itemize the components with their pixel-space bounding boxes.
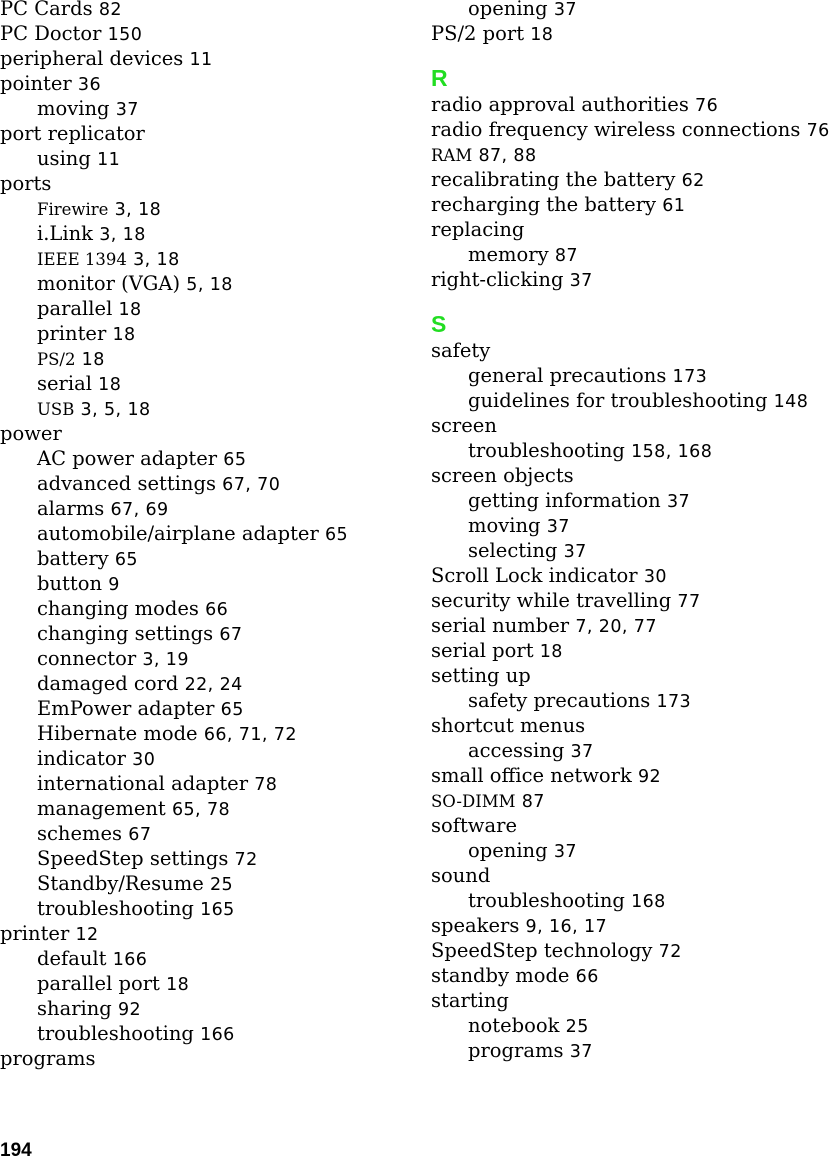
section-letter: S (431, 311, 447, 337)
index-page-refs: 150 (107, 25, 143, 45)
index-page-refs: 66 (205, 600, 229, 620)
index-term: radio frequency wireless connections (431, 118, 801, 141)
index-subentry (431, 738, 823, 763)
index-page-refs: 67, 70 (222, 475, 281, 495)
index-page-refs: 168 (631, 892, 666, 912)
index-term: starting (431, 989, 509, 1012)
index-entry (0, 171, 415, 196)
index-term: safety precautions (468, 689, 651, 712)
index-term: screen objects (431, 464, 574, 487)
index-entry (431, 413, 823, 438)
index-subentry (431, 1038, 823, 1063)
index-term: schemes (37, 822, 123, 845)
index-term: port replicator (0, 122, 145, 145)
index-term: EmPower adapter (37, 697, 215, 720)
index-subentry (431, 488, 823, 513)
index-term: programs (468, 1039, 564, 1062)
index-subentry (0, 1021, 415, 1046)
index-entry (0, 421, 415, 446)
index-page-refs: 37 (569, 271, 593, 291)
index-entry (431, 588, 823, 613)
index-subentry (0, 996, 415, 1021)
index-term: management (37, 797, 166, 820)
index-page-refs: 18 (98, 375, 122, 395)
index-term: SpeedStep technology (431, 939, 653, 962)
index-page-refs: 3, 19 (142, 650, 189, 670)
index-term: sharing (37, 997, 112, 1020)
index-term: alarms (37, 497, 105, 520)
index-page-refs: 92 (638, 767, 662, 787)
index-entry (431, 788, 823, 813)
index-term: software (431, 814, 517, 837)
index-entry (431, 563, 823, 588)
index-entry (431, 338, 823, 363)
index-term: ports (0, 172, 52, 195)
index-entry (431, 863, 823, 888)
index-term: safety (431, 339, 491, 362)
index-page-refs: 9, 16, 17 (525, 917, 608, 937)
index-page-refs: 18 (530, 25, 554, 45)
index-page-refs: 72 (658, 942, 682, 962)
index-term: speakers (431, 914, 520, 937)
index-subentry (0, 371, 415, 396)
index-subentry (431, 688, 823, 713)
index-page-refs: 37 (666, 492, 691, 512)
index-term: power (0, 422, 62, 445)
index-entry (431, 92, 823, 117)
index-term: small office network (431, 764, 632, 787)
index-term: sound (431, 864, 491, 887)
index-page-refs: 37 (563, 542, 587, 562)
index-subentry (0, 96, 415, 121)
index-page-refs: 173 (672, 367, 708, 387)
index-term: screen (431, 414, 497, 437)
index-term: i.Link (37, 222, 93, 245)
index-page-refs: 7, 20, 77 (575, 617, 657, 637)
index-entry (431, 142, 823, 167)
index-page-refs: 30 (132, 750, 156, 770)
index-subentry (0, 846, 415, 871)
index-subentry (431, 513, 823, 538)
index-subentry (431, 838, 823, 863)
index-entry (0, 71, 415, 96)
index-subentry (0, 321, 415, 346)
index-page-refs: 92 (118, 1000, 142, 1020)
index-subentry (0, 496, 415, 521)
index-entry (431, 663, 823, 688)
index-subentry (431, 242, 823, 267)
index-term: IEEE 1394 (37, 250, 127, 269)
index-term: troubleshooting (37, 897, 194, 920)
index-page-refs: 11 (189, 50, 213, 70)
index-page-refs: 30 (643, 567, 667, 587)
index-page-refs: 18 (81, 350, 105, 370)
index-term: connector (37, 647, 137, 670)
index-term: recharging the battery (431, 193, 657, 216)
index-term: serial (37, 372, 92, 395)
index-page-refs: 36 (77, 75, 101, 95)
index-page-refs: 66, 71, 72 (203, 725, 297, 745)
index-entry (431, 963, 823, 988)
index-term: international adapter (37, 772, 249, 795)
index-entry (0, 46, 415, 71)
index-subentry (0, 296, 415, 321)
index-subentry (0, 746, 415, 771)
index-page-refs: 166 (112, 950, 148, 970)
index-term: memory (468, 243, 549, 266)
index-term: setting up (431, 664, 531, 687)
index-subentry (0, 246, 415, 271)
index-subentry (0, 471, 415, 496)
index-entry (431, 21, 823, 46)
index-subentry (431, 388, 823, 413)
index-entry (431, 117, 830, 142)
index-term: notebook (468, 1014, 560, 1037)
index-page-refs: 3, 18 (99, 225, 146, 245)
index-entry (431, 613, 823, 638)
index-term: radio approval authorities (431, 93, 689, 116)
index-subentry (431, 1013, 823, 1038)
index-term: RAM (431, 146, 473, 165)
index-page-refs: 78 (254, 775, 278, 795)
index-subentry (431, 363, 823, 388)
index-subentry (0, 346, 415, 371)
index-subentry (0, 196, 415, 221)
index-term: battery (37, 547, 109, 570)
index-subentry (0, 696, 415, 721)
index-subentry (0, 621, 415, 646)
index-term: recalibrating the battery (431, 168, 676, 191)
index-term: automobile/airplane adapter (37, 522, 319, 545)
index-page-refs: 67 (219, 625, 243, 645)
index-term: PC Doctor (0, 22, 102, 45)
index-term: standby mode (431, 964, 570, 987)
index-term: Standby/Resume (37, 872, 204, 895)
index-subentry (0, 521, 415, 546)
index-term: security while travelling (431, 589, 672, 612)
index-term: changing settings (37, 622, 214, 645)
index-entry (0, 1046, 415, 1071)
index-term: advanced settings (37, 472, 216, 495)
section-gap (431, 292, 823, 310)
index-subentry (0, 821, 415, 846)
index-page-refs: 3, 18 (133, 250, 180, 270)
index-term: damaged cord (37, 672, 179, 695)
index-page-refs: 3, 18 (114, 200, 162, 220)
index-subentry (0, 646, 415, 671)
index-term: right-clicking (431, 268, 564, 291)
index-page-refs: 148 (773, 392, 809, 412)
index-subentry (0, 571, 415, 596)
index-term: using (37, 147, 91, 170)
index-subentry (0, 396, 415, 421)
index-page-refs: 18 (112, 325, 136, 345)
index-subentry (431, 0, 823, 21)
index-page-refs: 67, 69 (110, 500, 169, 520)
index-page-refs: 65 (114, 550, 138, 570)
index-term: default (37, 947, 107, 970)
index-page-refs: 65 (325, 525, 349, 545)
index-term: parallel port (37, 972, 160, 995)
index-page-refs: 77 (677, 592, 701, 612)
index-page-refs: 76 (806, 121, 830, 141)
index-entry (431, 713, 823, 738)
index-page-refs: 25 (209, 875, 234, 895)
index-subentry (0, 946, 415, 971)
index-page-refs: 25 (565, 1017, 589, 1037)
index-term: replacing (431, 218, 525, 241)
index-term: button (37, 572, 103, 595)
index-term: shortcut menus (431, 714, 586, 737)
index-entry (431, 763, 823, 788)
index-term: monitor (VGA) (37, 272, 181, 295)
index-term: changing modes (37, 597, 199, 620)
index-term: PS/2 port (431, 22, 525, 45)
index-page-refs: 72 (234, 850, 258, 870)
index-page-refs: 9 (108, 575, 120, 595)
index-page-refs: 76 (695, 96, 719, 116)
index-term: getting information (468, 489, 661, 512)
index-subentry (0, 871, 415, 896)
index-page-refs: 37 (546, 517, 570, 537)
index-entry (0, 0, 415, 21)
index-subentry (0, 546, 415, 571)
index-entry (431, 463, 823, 488)
index-subentry (0, 796, 415, 821)
index-page-refs: 18 (166, 975, 190, 995)
index-entry (431, 217, 823, 242)
index-page-refs: 62 (681, 171, 705, 191)
index-page-refs: 22, 24 (184, 675, 243, 695)
index-subentry (0, 721, 415, 746)
index-page-refs: 87 (521, 792, 545, 812)
index-page-refs: 65 (223, 450, 247, 470)
index-term: programs (0, 1047, 96, 1070)
index-term: troubleshooting (468, 439, 625, 462)
index-subentry (0, 446, 415, 471)
index-term: troubleshooting (468, 889, 625, 912)
index-page-refs: 173 (656, 692, 692, 712)
index-page-refs: 87 (554, 246, 578, 266)
index-page-refs: 65 (220, 700, 244, 720)
index-term: moving (468, 514, 541, 537)
index-term: serial number (431, 614, 570, 637)
index-term: accessing (468, 739, 565, 762)
index-page-refs: 65, 78 (171, 800, 231, 820)
index-term: SO-DIMM (431, 792, 516, 811)
index-subentry (0, 771, 415, 796)
index-term: selecting (468, 539, 558, 562)
index-page-refs: 37 (553, 842, 577, 862)
index-entry (431, 167, 823, 192)
index-term: USB (37, 400, 75, 419)
index-term: opening (468, 839, 548, 862)
index-entry (431, 813, 823, 838)
index-page-refs: 87, 88 (478, 146, 537, 166)
index-term: parallel (37, 297, 113, 320)
index-entry (431, 267, 823, 292)
index-term: moving (37, 97, 110, 120)
index-entry (431, 988, 823, 1013)
index-page-refs: 37 (570, 742, 594, 762)
index-entry (0, 21, 415, 46)
index-term: indicator (37, 747, 126, 770)
index-term: guidelines for troubleshooting (468, 389, 768, 412)
index-page-refs: 37 (553, 0, 577, 20)
index-page-refs: 66 (575, 967, 599, 987)
index-term: printer (0, 922, 70, 945)
index-term: serial port (431, 639, 534, 662)
index-subentry (0, 671, 415, 696)
index-page-refs: 61 (662, 196, 686, 216)
index-term: Firewire (37, 200, 109, 219)
index-term: PS/2 (37, 350, 76, 369)
index-subentry (431, 888, 823, 913)
index-subentry (0, 221, 415, 246)
index-term: Scroll Lock indicator (431, 564, 638, 587)
index-page-refs: 67 (128, 825, 152, 845)
index-page-refs: 82 (98, 0, 122, 20)
section-letter: R (431, 65, 448, 91)
index-entry (0, 121, 415, 146)
index-subentry (0, 971, 415, 996)
index-subentry (0, 596, 415, 621)
index-subentry (431, 438, 823, 463)
index-page-refs: 12 (75, 925, 99, 945)
section-gap (431, 46, 823, 64)
index-entry (431, 638, 823, 663)
index-subentry (0, 146, 415, 171)
index-page-refs: 165 (200, 900, 235, 920)
index-page-refs: 5, 18 (186, 275, 233, 295)
index-term: pointer (0, 72, 72, 95)
index-column-left (0, 0, 415, 1071)
index-page-refs: 37 (569, 1042, 593, 1062)
index-page-refs: 18 (539, 642, 563, 662)
index-column-right (431, 0, 830, 1063)
index-term: opening (468, 0, 548, 20)
index-subentry (431, 538, 823, 563)
index-entry (431, 913, 823, 938)
index-subentry (0, 896, 415, 921)
index-term: troubleshooting (37, 1022, 194, 1045)
index-page-refs: 3, 5, 18 (80, 400, 151, 420)
index-page-refs: 18 (118, 300, 142, 320)
index-term: general precautions (468, 364, 667, 387)
index-entry (431, 938, 823, 963)
index-page-refs: 166 (200, 1025, 235, 1045)
index-term: PC Cards (0, 0, 93, 20)
index-term: Hibernate mode (37, 722, 198, 745)
page-number: 194 (0, 1140, 32, 1161)
index-page-refs: 37 (115, 100, 139, 120)
index-subentry (0, 271, 415, 296)
index-entry (431, 192, 823, 217)
index-term: printer (37, 322, 107, 345)
index-term: peripheral devices (0, 47, 184, 70)
index-page-refs: 158, 168 (631, 442, 713, 462)
index-entry (0, 921, 415, 946)
index-term: SpeedStep settings (37, 847, 229, 870)
index-term: AC power adapter (37, 447, 218, 470)
index-page-refs: 11 (97, 150, 121, 170)
